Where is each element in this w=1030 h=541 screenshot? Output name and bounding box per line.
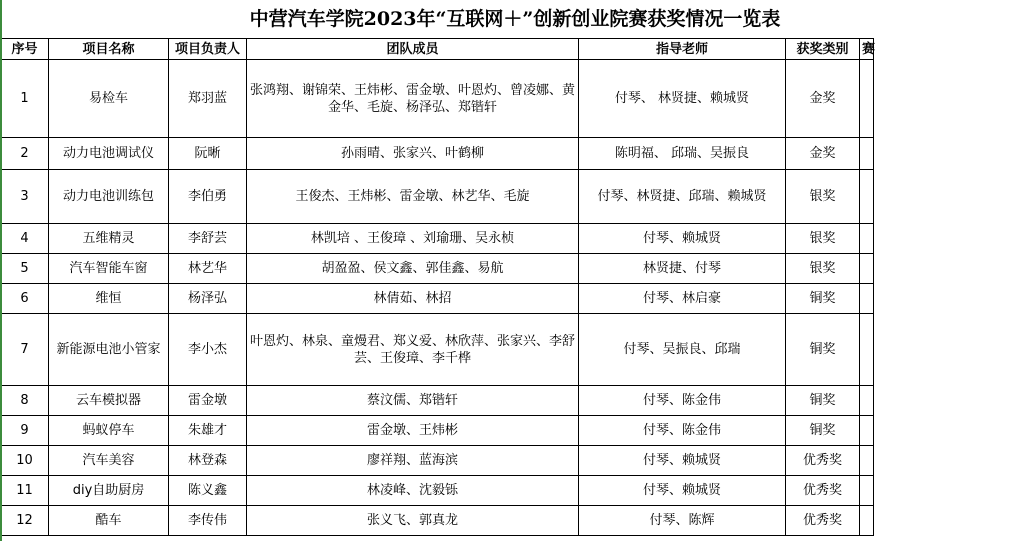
cell-index[interactable]: 10 [1, 446, 49, 476]
table-row [1, 314, 874, 386]
cell-project[interactable]: 动力电池调试仪 [49, 138, 169, 170]
header-leader[interactable]: 项目负责人 [169, 39, 247, 60]
cell-leader[interactable]: 雷金墩 [169, 386, 247, 416]
header-index[interactable]: 序号 [1, 39, 49, 60]
cell-award[interactable]: 优秀奖 [786, 476, 860, 506]
cell-cut[interactable] [860, 386, 874, 416]
cell-award[interactable]: 铜奖 [786, 284, 860, 314]
cell-index[interactable]: 11 [1, 476, 49, 506]
cell-advisors[interactable]: 付琴、陈金伟 [579, 386, 786, 416]
cell-leader[interactable]: 陈义鑫 [169, 476, 247, 506]
table-row [1, 138, 874, 170]
cell-cut[interactable] [860, 446, 874, 476]
cell-members[interactable]: 林倩茹、林招 [247, 284, 579, 314]
table-row [1, 416, 874, 446]
cell-leader[interactable]: 李传伟 [169, 506, 247, 536]
cell-advisors[interactable]: 陈明福、 邱瑞、吴振良 [579, 138, 786, 170]
cell-leader[interactable]: 李伯勇 [169, 170, 247, 224]
active-cell-edge [0, 0, 2, 541]
cell-members[interactable]: 雷金墩、王炜彬 [247, 416, 579, 446]
cell-members[interactable]: 蔡汶儒、郑锴轩 [247, 386, 579, 416]
cell-advisors[interactable]: 付琴、赖城贤 [579, 476, 786, 506]
awards-table [0, 38, 874, 536]
table-row [1, 476, 874, 506]
cell-leader[interactable]: 李小杰 [169, 314, 247, 386]
cell-leader[interactable]: 林登森 [169, 446, 247, 476]
cell-project[interactable]: 维恒 [49, 284, 169, 314]
cell-project[interactable]: 五维精灵 [49, 224, 169, 254]
cell-advisors[interactable]: 付琴、赖城贤 [579, 224, 786, 254]
table-row [1, 224, 874, 254]
cell-members[interactable]: 张义飞、郭真龙 [247, 506, 579, 536]
cell-index[interactable]: 3 [1, 170, 49, 224]
table-row [1, 170, 874, 224]
cell-award[interactable]: 银奖 [786, 224, 860, 254]
cell-leader[interactable]: 郑羽蓝 [169, 60, 247, 138]
cell-index[interactable]: 5 [1, 254, 49, 284]
cell-members[interactable]: 林凯培 、王俊璋 、刘瑜珊、吴永桢 [247, 224, 579, 254]
cell-award[interactable]: 银奖 [786, 170, 860, 224]
cell-advisors[interactable]: 付琴、林启豪 [579, 284, 786, 314]
cell-project[interactable]: diy自助厨房 [49, 476, 169, 506]
cell-members[interactable]: 孙雨晴、张家兴、叶鹤柳 [247, 138, 579, 170]
table-row [1, 60, 874, 138]
header-advisors[interactable]: 指导老师 [579, 39, 786, 60]
cell-index[interactable]: 9 [1, 416, 49, 446]
cell-award[interactable]: 优秀奖 [786, 446, 860, 476]
table-row [1, 284, 874, 314]
cell-advisors[interactable]: 付琴、 林贤捷、赖城贤 [579, 60, 786, 138]
cell-index[interactable]: 7 [1, 314, 49, 386]
cell-cut[interactable] [860, 476, 874, 506]
cell-project[interactable]: 易检车 [49, 60, 169, 138]
cell-project[interactable]: 酷车 [49, 506, 169, 536]
cell-cut[interactable] [860, 506, 874, 536]
cell-cut[interactable] [860, 314, 874, 386]
cell-leader[interactable]: 林艺华 [169, 254, 247, 284]
cell-index[interactable]: 2 [1, 138, 49, 170]
cell-advisors[interactable]: 付琴、陈辉 [579, 506, 786, 536]
cell-project[interactable]: 云车模拟器 [49, 386, 169, 416]
cell-advisors[interactable]: 付琴、吴振良、邱瑞 [579, 314, 786, 386]
table-row [1, 254, 874, 284]
cell-award[interactable]: 铜奖 [786, 416, 860, 446]
header-project[interactable]: 项目名称 [49, 39, 169, 60]
cell-cut[interactable] [860, 60, 874, 138]
cell-index[interactable]: 4 [1, 224, 49, 254]
cell-members[interactable]: 张鸿翔、谢锦荣、王炜彬、雷金墩、叶恩灼、曾凌娜、黄金华、毛旋、杨泽弘、郑锴轩 [247, 60, 579, 138]
cell-members[interactable]: 胡盈盈、侯文鑫、郭佳鑫、易航 [247, 254, 579, 284]
cell-leader[interactable]: 李舒芸 [169, 224, 247, 254]
cell-index[interactable]: 1 [1, 60, 49, 138]
cell-advisors[interactable]: 付琴、林贤捷、邱瑞、赖城贤 [579, 170, 786, 224]
table-row [1, 386, 874, 416]
cell-cut[interactable] [860, 170, 874, 224]
header-members[interactable]: 团队成员 [247, 39, 579, 60]
cell-advisors[interactable]: 付琴、陈金伟 [579, 416, 786, 446]
cell-award[interactable]: 铜奖 [786, 386, 860, 416]
cell-project[interactable]: 蚂蚁停车 [49, 416, 169, 446]
cell-members[interactable]: 叶恩灼、林泉、童熳君、郑义爱、林欣萍、张家兴、李舒芸、王俊璋、李千桦 [247, 314, 579, 386]
cell-award[interactable]: 银奖 [786, 254, 860, 284]
sheet-title: 中营汽车学院2023年“互联网＋”创新创业院赛获奖情况一览表 [249, 8, 781, 30]
cell-award[interactable]: 优秀奖 [786, 506, 860, 536]
cell-advisors[interactable]: 林贤捷、付琴 [579, 254, 786, 284]
cell-project[interactable]: 动力电池训练包 [49, 170, 169, 224]
cell-cut[interactable] [860, 254, 874, 284]
table-row [1, 446, 874, 476]
header-row [1, 39, 874, 60]
cell-members[interactable]: 林凌峰、沈毅铄 [247, 476, 579, 506]
cell-leader[interactable]: 阮晰 [169, 138, 247, 170]
cell-index[interactable]: 12 [1, 506, 49, 536]
cell-index[interactable]: 8 [1, 386, 49, 416]
cell-members[interactable]: 廖祥翔、蓝海滨 [247, 446, 579, 476]
cell-project[interactable]: 汽车美容 [49, 446, 169, 476]
table-row [1, 506, 874, 536]
cell-project[interactable]: 新能源电池小管家 [49, 314, 169, 386]
cell-leader[interactable]: 朱雄才 [169, 416, 247, 446]
cell-cut[interactable] [860, 284, 874, 314]
cell-award[interactable]: 铜奖 [786, 314, 860, 386]
cell-advisors[interactable]: 付琴、赖城贤 [579, 446, 786, 476]
cell-cut[interactable] [860, 138, 874, 170]
cell-index[interactable]: 6 [1, 284, 49, 314]
cell-award[interactable]: 金奖 [786, 60, 860, 138]
header-cut[interactable]: 赛 [860, 39, 874, 60]
cell-members[interactable]: 王俊杰、王炜彬、雷金墩、林艺华、毛旋 [247, 170, 579, 224]
cell-project[interactable]: 汽车智能车窗 [49, 254, 169, 284]
header-award[interactable]: 获奖类别 [786, 39, 860, 60]
cell-award[interactable]: 金奖 [786, 138, 860, 170]
cell-cut[interactable] [860, 416, 874, 446]
cell-cut[interactable] [860, 224, 874, 254]
cell-leader[interactable]: 杨泽弘 [169, 284, 247, 314]
